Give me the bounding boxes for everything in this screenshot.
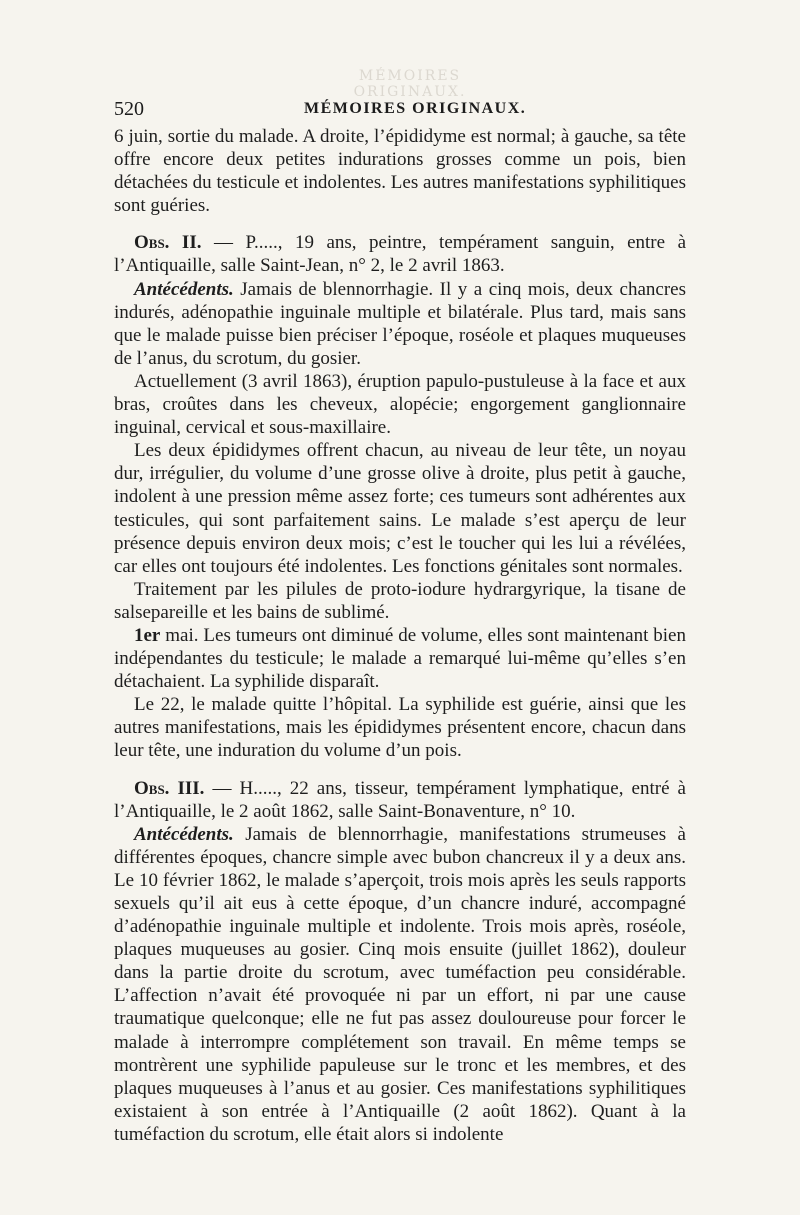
page-header [114,98,686,122]
section-label: Antécédents. [134,823,234,845]
page-number: 520 [114,98,144,120]
paragraph-text: Traitement par les pilules de proto-iodure hydrargyrique, la tisane de salsepareille et les bains de sublimé. [114,578,686,623]
date-label: 1er [134,624,161,646]
paragraph-may-1 [114,624,686,693]
body-text [114,125,686,1146]
paragraph-text: 6 juin, sortie du malade. A droite, l’épididyme est normal; à gauche, sa tête offre encore deux petites indurations grosses comme un pois, bien détachées du testicule et indolentes. Les autres manifestations syphilitiques sont guéries. [114,126,686,217]
paragraph-antecedents [114,278,686,370]
paragraph-treatment [114,578,686,624]
paragraph-text: — H....., 22 ans, tisseur, tempérament lymphatique, entré à l’Antiquaille, le 2 août 1862, salle Saint-Bonaventure, n° 10. [114,777,686,822]
observation-label: Obs. II. [134,232,202,254]
paragraph-antecedents-3 [114,823,686,1146]
section-label: Antécédents. [134,278,234,300]
observation-label: Obs. III. [134,777,205,799]
paragraph-epididymes [114,439,686,578]
paragraph-text: mai. Les tumeurs ont diminué de volume, elles sont maintenant bien indépendantes du testicule; le malade a remarqué lui-même qu’elles s’en détachaient. La syphilide disparaît. [114,624,686,693]
paragraph-text: Actuellement (3 avril 1863), éruption papulo-pustuleuse à la face et aux bras, croûtes dans les cheveux, alopécie; engorgement ganglionnaire inguinal, cervical et sous-maxillaire. [114,370,686,439]
observation-heading-3 [114,777,686,823]
paragraph-text: Les deux épididymes offrent chacun, au niveau de leur tête, un noyau dur, irrégulier, du volume d’une grosse olive à droite, plus petit à gauche, indolent à une pression même assez forte; ces tumeurs sont adhérentes aux testicules, qui sont parfaitement sains. Le malade s’est aperçu de leur présence depuis environ deux mois; c’est le toucher qui les lui a révélées, car elles ont toujours été indolentes. Les fonctions génitales sont normales. [114,440,686,577]
paragraph-continuation [114,125,686,217]
paragraph-current-state [114,370,686,439]
paragraph-text: — P....., 19 ans, peintre, tempérament sanguin, entre à l’Antiquaille, salle Saint-Jean, n° 2, le 2 avril 1863. [114,232,687,277]
paragraph-text: Jamais de blennorrhagie. Il y a cinq mois, deux chancres indurés, adénopathie inguinale multiple et bilatérale. Plus tard, mais sans que le malade puisse bien préciser l’époque, roséole et plaques muqueuses de l’anus, du scrotum, du gosier. [114,278,686,369]
observation-heading-2 [114,231,686,277]
bleed-through-text: MÉMOIRES ORIGINAUX. [353,68,467,100]
paragraph-discharge [114,693,686,762]
running-title: MÉMOIRES ORIGINAUX. [304,100,527,117]
paragraph-text: Le 22, le malade quitte l’hôpital. La syphilide est guérie, ainsi que les autres manifestations, mais les épididymes présentent encore, chacun dans leur tête, une induration du volume d’un pois. [114,694,686,762]
paragraph-text: Jamais de blennorrhagie, manifestations strumeuses à différentes époques, chancre simple avec bubon chancreux il y a deux ans. Le 10 février 1862, le malade s’aperçoit, trois mois après les seuls rapports sexuels qu’il ait eus à cette époque, d’un chancre induré, accompagné d’adénopathie inguinale multiple et indolente. Trois mois après, roséole, plaques muqueuses au gosier. Cinq mois ensuite (juillet 1862), douleur dans la partie droite du scrotum, avec tuméfaction peu considérable. L’affection n’avait été provoquée ni par un effort, ni par une cause traumatique quelconque; elle ne fut pas assez douloureuse pour forcer le malade à interrompre complétement son travail. En même temps se montrèrent une syphilide papuleuse sur le tronc et les membres, et des plaques muqueuses à l’anus et au gosier. Ces manifestations syphilitiques existaient à son entrée à l’Antiquaille (2 août 1862). Quant à la tuméfaction du scrotum, elle était alors si indolente [114,823,686,1145]
